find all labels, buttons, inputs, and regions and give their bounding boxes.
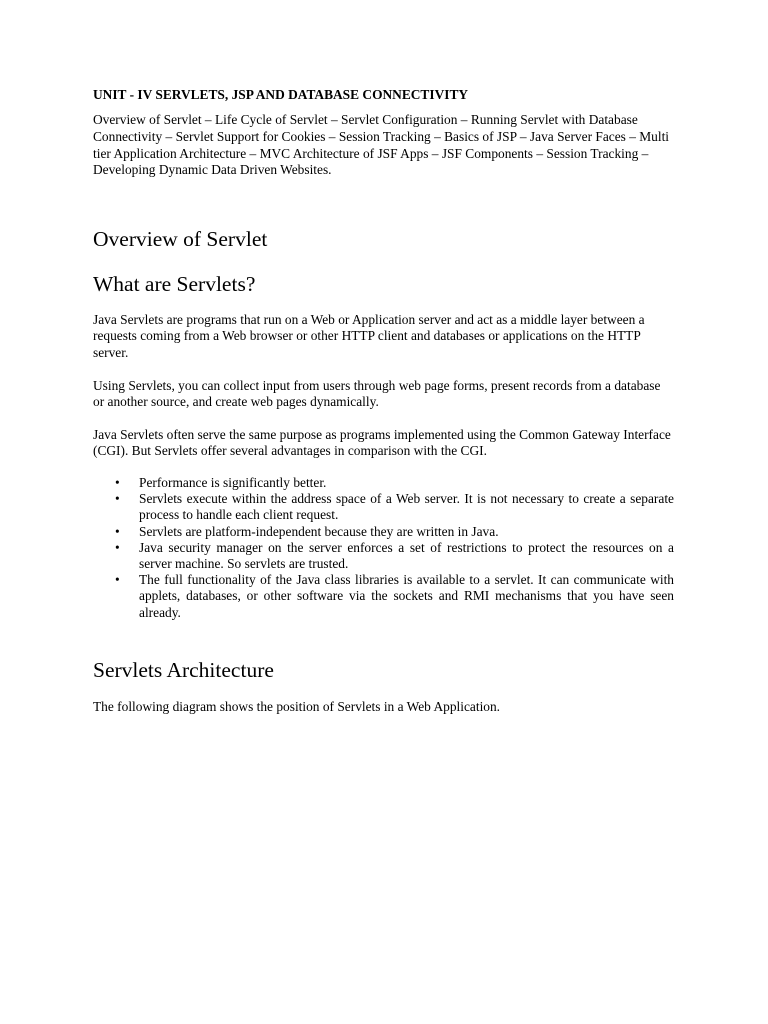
servlets-cgi-paragraph: Java Servlets often serve the same purpose as programs implemented using the Common Gateway Interface (CGI). But Servlets offer several advantages in comparison with the CGI. xyxy=(93,427,671,459)
list-item-text: Java security manager on the server enforces a set of restrictions to protect the resources on a server machine. So servlets are trusted. xyxy=(139,539,674,572)
bullet-icon: • xyxy=(115,491,120,507)
list-item-text: Servlets execute within the address space of a Web server. It is not necessary to create a separate process to handle each client request. xyxy=(139,491,674,523)
bullet-icon: • xyxy=(115,539,120,555)
list-item xyxy=(93,572,674,621)
bullet-icon: • xyxy=(115,523,120,539)
list-item xyxy=(93,491,674,523)
what-are-servlets-heading: What are Servlets? xyxy=(93,272,256,296)
unit-title: UNIT - IV SERVLETS, JSP AND DATABASE CONNECTIVITY xyxy=(93,87,469,102)
list-item-text: Performance is significantly better. xyxy=(139,475,327,490)
list-item-text: The full functionality of the Java class libraries is available to a servlet. It can communicate with applets, databases, or other software via the sockets and RMI mechanisms that you have seen already. xyxy=(139,572,674,620)
bullet-icon: • xyxy=(115,572,120,588)
list-item-text: Servlets are platform-independent because they are written in Java. xyxy=(139,523,499,539)
architecture-heading: Servlets Architecture xyxy=(93,658,274,682)
unit-summary: Overview of Servlet – Life Cycle of Servlet – Servlet Configuration – Running Servlet with Database Connectivity – Servlet Support for Cookies – Session Tracking – Basics of JSP – Java Server Faces – Multi tier Application Architecture – MVC Architecture of JSF Apps – JSF Components – Session Tracking – Developing Dynamic Data Driven Websites. xyxy=(93,112,670,178)
servlets-usage-paragraph: Using Servlets, you can collect input from users through web page forms, present records from a database or another source, and create web pages dynamically. xyxy=(93,378,661,410)
architecture-intro-paragraph: The following diagram shows the position of Servlets in a Web Application. xyxy=(93,699,501,714)
servlets-definition-paragraph: Java Servlets are programs that run on a Web or Application server and act as a middle layer between a requests coming from a Web browser or other HTTP client and databases or applications on the HTTP server. xyxy=(93,312,645,360)
bullet-icon: • xyxy=(115,475,120,490)
overview-heading: Overview of Servlet xyxy=(93,227,268,251)
list-item xyxy=(93,540,674,572)
advantages-list xyxy=(93,475,674,621)
list-item xyxy=(93,475,674,491)
list-item xyxy=(93,524,674,540)
